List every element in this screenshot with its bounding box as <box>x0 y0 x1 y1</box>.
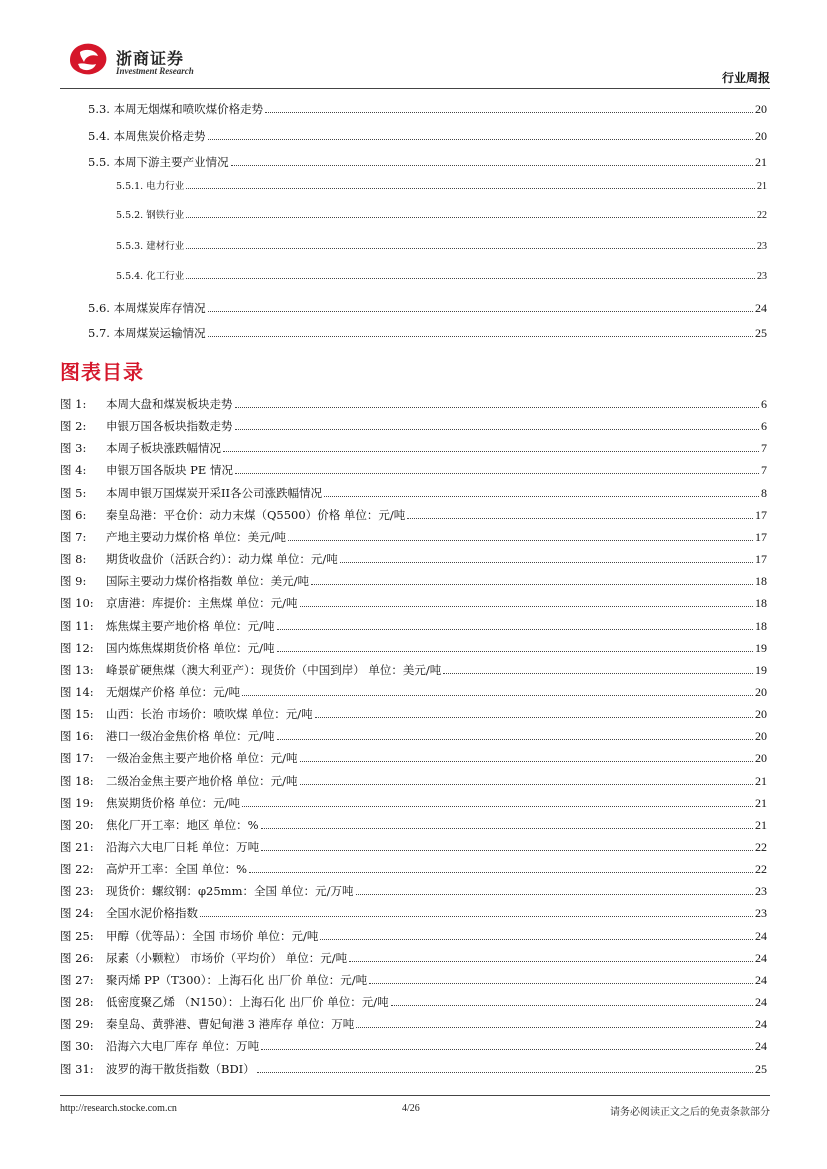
figure-title: 期货收盘价（活跃合约）：动力煤 单位：元/吨 <box>106 552 338 566</box>
figure-title: 高炉开工率：全国 单位：% <box>106 862 248 876</box>
figure-page: 23 <box>755 906 767 920</box>
toc-entry-page: 23 <box>757 241 767 252</box>
figure-page: 17 <box>755 530 767 544</box>
figure-title: 二级冶金焦主要产地价格 单位：元/吨 <box>106 774 298 788</box>
figure-page: 18 <box>755 574 767 588</box>
toc-entry-title: 5.4. 本周焦炭价格走势 <box>88 129 206 143</box>
dot-leader <box>356 894 753 895</box>
dot-leader <box>349 961 753 962</box>
figure-label: 图 20: <box>60 818 94 832</box>
dot-leader <box>249 872 753 873</box>
figure-title: 炼焦煤主要产地价格 单位：元/吨 <box>106 619 275 633</box>
figure-page: 7 <box>761 463 767 477</box>
figure-list-title: 图表目录 <box>60 360 144 384</box>
footer-divider <box>60 1095 770 1096</box>
toc-entry-title: 5.5.2. 钢铁行业 <box>116 210 185 221</box>
dot-leader <box>300 761 753 762</box>
dot-leader <box>223 451 759 452</box>
figure-entry[interactable] <box>60 530 767 544</box>
figure-entry[interactable] <box>60 729 767 743</box>
figure-entry[interactable] <box>60 995 767 1009</box>
figure-title: 无烟煤产价格 单位：元/吨 <box>106 685 241 699</box>
figure-page: 19 <box>755 641 767 655</box>
figure-title: 秦皇岛港：平仓价：动力末煤（Q5500）价格 单位：元/吨 <box>106 508 406 522</box>
toc-entry-title: 5.5.1. 电力行业 <box>116 181 185 192</box>
toc-entry-page: 24 <box>755 301 767 315</box>
figure-entry[interactable] <box>60 508 767 522</box>
toc-entry-page: 21 <box>755 155 767 169</box>
figure-entry[interactable] <box>60 818 767 832</box>
footer-disclaimer: 请务必阅读正文之后的免责条款部分 <box>610 1107 770 1118</box>
toc-entry[interactable] <box>88 102 767 116</box>
figure-entry[interactable] <box>60 751 767 765</box>
dot-leader <box>186 248 755 249</box>
figure-page: 24 <box>755 951 767 965</box>
zheshang-logo-icon <box>66 40 110 76</box>
figure-label: 图 3: <box>60 441 87 455</box>
figure-title: 申银万国各版块 PE 情况 <box>106 463 233 477</box>
figure-entry[interactable] <box>60 840 767 854</box>
figure-label: 图 22: <box>60 862 94 876</box>
brand-name-en: Investment Research <box>116 66 194 76</box>
dot-leader <box>320 939 753 940</box>
figure-entry[interactable] <box>60 951 767 965</box>
figure-page: 19 <box>755 663 767 677</box>
figure-entry[interactable] <box>60 774 767 788</box>
figure-label: 图 25: <box>60 929 94 943</box>
figure-page: 20 <box>755 751 767 765</box>
figure-entry[interactable] <box>60 685 767 699</box>
figure-page: 17 <box>755 552 767 566</box>
dot-leader <box>261 828 753 829</box>
toc-entry[interactable] <box>116 209 767 223</box>
figure-title: 国际主要动力煤价格指数 单位：美元/吨 <box>106 574 310 588</box>
figure-label: 图 5: <box>60 486 87 500</box>
figure-title: 峰景矿硬焦煤（澳大利亚产）：现货价（中国到岸） 单位：美元/吨 <box>106 663 442 677</box>
dot-leader <box>356 1027 753 1028</box>
figure-title: 本周申银万国煤炭开采II各公司涨跌幅情况 <box>106 486 323 500</box>
figure-label: 图 6: <box>60 508 87 522</box>
dot-leader <box>231 165 753 166</box>
figure-label: 图 12: <box>60 641 94 655</box>
figure-title: 港口一级冶金焦价格 单位：元/吨 <box>106 729 275 743</box>
figure-label: 图 31: <box>60 1062 94 1076</box>
figure-label: 图 10: <box>60 596 94 610</box>
toc-entry[interactable] <box>116 180 767 194</box>
figure-page: 24 <box>755 995 767 1009</box>
dot-leader <box>391 1005 753 1006</box>
figure-entry[interactable] <box>60 707 767 721</box>
dot-leader <box>369 983 753 984</box>
dot-leader <box>208 336 753 337</box>
toc-entry-title: 5.5. 本周下游主要产业情况 <box>88 155 229 169</box>
dot-leader <box>324 496 759 497</box>
figure-title: 波罗的海干散货指数（BDI） <box>106 1062 255 1076</box>
figure-label: 图 29: <box>60 1017 94 1031</box>
toc-entry-page: 20 <box>755 129 767 143</box>
figure-entry[interactable] <box>60 463 767 477</box>
figure-label: 图 18: <box>60 774 94 788</box>
figure-entry[interactable] <box>60 1017 767 1031</box>
figure-label: 图 24: <box>60 906 94 920</box>
figure-title: 现货价：螺纹钢：φ25mm：全国 单位：元/万吨 <box>106 884 354 898</box>
figure-entry[interactable] <box>60 796 767 810</box>
figure-label: 图 11: <box>60 619 94 633</box>
figure-page: 24 <box>755 929 767 943</box>
page-number: 4/26 <box>402 1103 420 1114</box>
dot-leader <box>315 717 753 718</box>
figure-title: 本周子板块涨跌幅情况 <box>106 441 221 455</box>
brand-name-cn: 浙商证券 <box>116 49 185 68</box>
figure-label: 图 17: <box>60 751 94 765</box>
figure-entry[interactable] <box>60 862 767 876</box>
dot-leader <box>407 518 753 519</box>
figure-label: 图 21: <box>60 840 94 854</box>
figure-entry[interactable] <box>60 574 767 588</box>
toc-entry[interactable] <box>116 270 767 284</box>
dot-leader <box>265 112 753 113</box>
toc-entry-page: 23 <box>757 271 767 282</box>
dot-leader <box>200 916 753 917</box>
figure-label: 图 30: <box>60 1039 94 1053</box>
figure-title: 甲醇（优等品）：全国 市场价 单位：元/吨 <box>106 929 319 943</box>
figure-label: 图 14: <box>60 685 94 699</box>
figure-title: 秦皇岛、黄骅港、曹妃甸港 3 港库存 单位：万吨 <box>106 1017 355 1031</box>
dot-leader <box>208 311 753 312</box>
figure-title: 焦化厂开工率：地区 单位：% <box>106 818 259 832</box>
toc-entry-page: 20 <box>755 102 767 116</box>
figure-title: 山西：长治 市场价：喷吹煤 单位：元/吨 <box>106 707 313 721</box>
figure-label: 图 23: <box>60 884 94 898</box>
figure-label: 图 13: <box>60 663 94 677</box>
figure-page: 24 <box>755 1017 767 1031</box>
figure-entry[interactable] <box>60 596 767 610</box>
figure-page: 24 <box>755 1039 767 1053</box>
toc-entry[interactable] <box>88 155 767 169</box>
figure-page: 22 <box>755 840 767 854</box>
figure-page: 6 <box>761 419 767 433</box>
toc-entry-title: 5.3. 本周无烟煤和喷吹煤价格走势 <box>88 102 264 116</box>
figure-entry[interactable] <box>60 641 767 655</box>
dot-leader <box>300 606 753 607</box>
figure-page: 20 <box>755 685 767 699</box>
figure-page: 24 <box>755 973 767 987</box>
figure-title: 京唐港：库提价：主焦煤 单位：元/吨 <box>106 596 298 610</box>
figure-page: 6 <box>761 397 767 411</box>
dot-leader <box>242 695 753 696</box>
dot-leader <box>257 1072 753 1073</box>
figure-label: 图 28: <box>60 995 94 1009</box>
report-type-label: 行业周报 <box>721 71 770 85</box>
figure-label: 图 7: <box>60 530 87 544</box>
figure-label: 图 1: <box>60 397 87 411</box>
figure-page: 17 <box>755 508 767 522</box>
toc-entry-page: 25 <box>755 326 767 340</box>
figure-label: 图 2: <box>60 419 87 433</box>
figure-entry[interactable] <box>60 619 767 633</box>
dot-leader <box>186 278 755 279</box>
figure-entry[interactable] <box>60 1039 767 1053</box>
figure-page: 8 <box>761 486 767 500</box>
figure-entry[interactable] <box>60 884 767 898</box>
dot-leader <box>242 806 753 807</box>
figure-label: 图 19: <box>60 796 94 810</box>
figure-entry[interactable] <box>60 929 767 943</box>
figure-page: 18 <box>755 596 767 610</box>
dot-leader <box>277 651 753 652</box>
figure-entry[interactable] <box>60 663 767 677</box>
toc-entry[interactable] <box>88 129 767 143</box>
dot-leader <box>261 1049 753 1050</box>
figure-page: 18 <box>755 619 767 633</box>
figure-title: 聚丙烯 PP（T300）：上海石化 出厂价 单位：元/吨 <box>106 973 368 987</box>
figure-page: 20 <box>755 729 767 743</box>
figure-label: 图 4: <box>60 463 87 477</box>
dot-leader <box>311 584 753 585</box>
dot-leader <box>261 850 753 851</box>
figure-label: 图 15: <box>60 707 94 721</box>
figure-page: 22 <box>755 862 767 876</box>
figure-entry[interactable] <box>60 441 767 455</box>
figure-page: 20 <box>755 707 767 721</box>
dot-leader <box>288 540 753 541</box>
toc-entry[interactable] <box>116 240 767 254</box>
figure-title: 申银万国各板块指数走势 <box>106 419 233 433</box>
toc-entry-title: 5.7. 本周煤炭运输情况 <box>88 326 206 340</box>
figure-label: 图 16: <box>60 729 94 743</box>
dot-leader <box>186 217 755 218</box>
figure-entry[interactable] <box>60 906 767 920</box>
page-header <box>60 40 770 90</box>
figure-page: 25 <box>755 1062 767 1076</box>
dot-leader <box>235 473 759 474</box>
toc-entry-page: 21 <box>757 181 767 192</box>
figure-label: 图 27: <box>60 973 94 987</box>
figure-label: 图 9: <box>60 574 87 588</box>
figure-label: 图 26: <box>60 951 94 965</box>
figure-title: 产地主要动力煤价格 单位：美元/吨 <box>106 530 287 544</box>
figure-entry[interactable] <box>60 419 767 433</box>
figure-title: 沿海六大电厂库存 单位：万吨 <box>106 1039 260 1053</box>
toc-entry-title: 5.5.4. 化工行业 <box>116 271 185 282</box>
footer-url[interactable]: http://research.stocke.com.cn <box>60 1103 177 1114</box>
figure-page: 21 <box>755 796 767 810</box>
figure-entry[interactable] <box>60 1062 767 1076</box>
dot-leader <box>208 139 753 140</box>
figure-page: 21 <box>755 818 767 832</box>
figure-label: 图 8: <box>60 552 87 566</box>
dot-leader <box>340 562 753 563</box>
toc-entry-title: 5.6. 本周煤炭库存情况 <box>88 301 206 315</box>
figure-page: 21 <box>755 774 767 788</box>
figure-title: 一级冶金焦主要产地价格 单位：元/吨 <box>106 751 298 765</box>
dot-leader <box>300 784 753 785</box>
figure-title: 本周大盘和煤炭板块走势 <box>106 397 233 411</box>
figure-title: 国内炼焦煤期货价格 单位：元/吨 <box>106 641 275 655</box>
dot-leader <box>277 629 753 630</box>
figure-entry[interactable] <box>60 486 767 500</box>
figure-title: 低密度聚乙烯 （N150）：上海石化 出厂价 单位：元/吨 <box>106 995 389 1009</box>
figure-title: 尿素（小颗粒） 市场价（平均价） 单位：元/吨 <box>106 951 348 965</box>
toc-entry-title: 5.5.3. 建材行业 <box>116 241 185 252</box>
figure-page: 23 <box>755 884 767 898</box>
dot-leader <box>235 407 760 408</box>
dot-leader <box>235 429 760 430</box>
figure-entry[interactable] <box>60 397 767 411</box>
figure-title: 焦炭期货价格 单位：元/吨 <box>106 796 241 810</box>
dot-leader <box>186 188 755 189</box>
figure-title: 全国水泥价格指数 <box>106 906 198 920</box>
dot-leader <box>443 673 753 674</box>
figure-title: 沿海六大电厂日耗 单位：万吨 <box>106 840 260 854</box>
dot-leader <box>277 739 753 740</box>
figure-entry[interactable] <box>60 973 767 987</box>
toc-entry-page: 22 <box>757 210 767 221</box>
header-divider <box>60 88 770 89</box>
toc-entry[interactable] <box>88 301 767 315</box>
figure-page: 7 <box>761 441 767 455</box>
figure-entry[interactable] <box>60 552 767 566</box>
toc-entry[interactable] <box>88 326 767 340</box>
